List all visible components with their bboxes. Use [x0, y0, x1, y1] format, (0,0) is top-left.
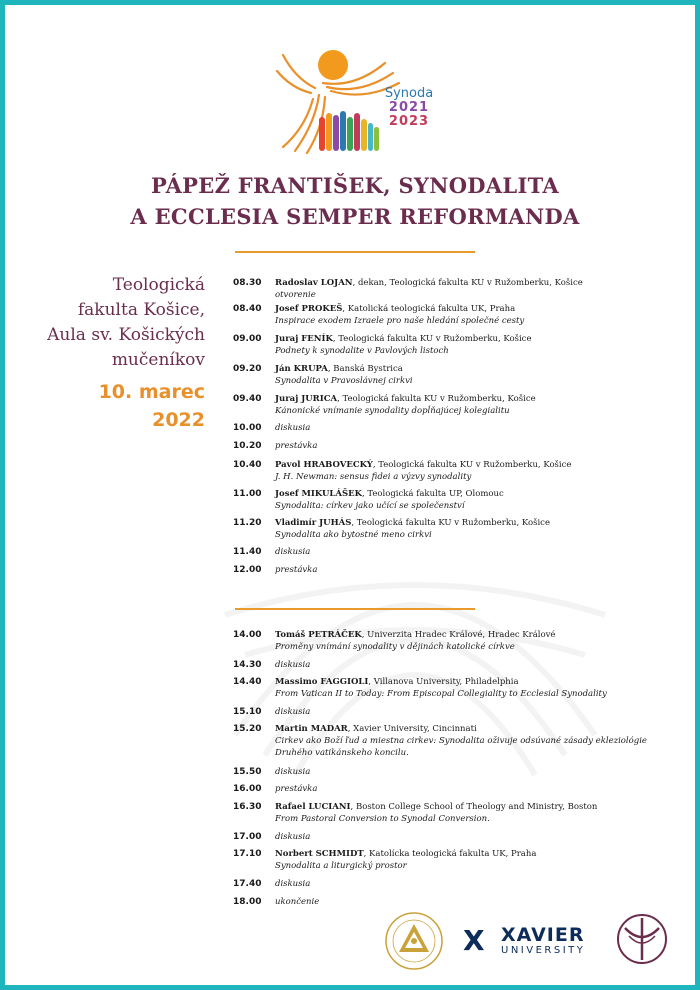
schedule-time: 16.00: [233, 784, 262, 794]
speaker-name: Radoslav LOJAN: [275, 278, 353, 288]
speaker-name: Massimo FAGGIOLI: [275, 677, 369, 687]
page-title: [5, 170, 700, 232]
schedule-time: 10.40: [233, 460, 262, 470]
venue-line-2: fakulta Košice,: [77, 300, 205, 320]
schedule-item: [233, 848, 673, 878]
schedule-item: [233, 723, 673, 766]
xavier-university-logo: [463, 922, 598, 960]
xavier-name: XAVIER: [501, 924, 585, 946]
schedule-afternoon: [233, 629, 673, 913]
speaker-affiliation: , Katolická teologická fakulta UK, Praha: [342, 304, 516, 314]
talk-title: From Vatican II to Today: From Episcopal Collegiality to Ecclesial Synodality: [275, 689, 607, 699]
speaker-name: Rafael LUCIANI: [275, 802, 351, 812]
venue-line-4: mučeníkov: [111, 350, 205, 370]
schedule-note: prestávka: [275, 441, 318, 451]
logo-year-end: 2023: [388, 114, 430, 129]
venue: [35, 273, 205, 373]
schedule-item: [233, 878, 673, 896]
schedule-morning: [233, 277, 673, 582]
schedule-time: 14.40: [233, 677, 262, 687]
schedule-time: 17.00: [233, 832, 262, 842]
speaker-affiliation: , Banská Bystrica: [327, 364, 403, 374]
schedule-time: 09.20: [233, 364, 262, 374]
schedule-note: diskusia: [275, 547, 311, 557]
schedule-time: 08.30: [233, 278, 262, 288]
schedule-note: diskusia: [275, 767, 311, 777]
talk-title: otvorenie: [275, 290, 316, 300]
schedule-note: diskusia: [275, 707, 311, 717]
speaker-name: Ján KRUPA: [275, 364, 328, 374]
talk-title: Synodalita v Pravoslávnej cirkvi: [275, 376, 413, 386]
schedule-time: 14.00: [233, 630, 262, 640]
date-line-2: 2022: [152, 409, 205, 431]
schedule-time: 17.10: [233, 849, 262, 859]
schedule-time: 08.40: [233, 304, 262, 314]
speaker-name: Martin MADAR: [275, 724, 348, 734]
schedule-item: [233, 393, 673, 422]
schedule-item: [233, 831, 673, 848]
xavier-x-icon: X: [463, 924, 485, 957]
schedule-item: [233, 564, 673, 582]
speaker-name: Pavol HRABOVECKÝ: [275, 460, 373, 470]
date-line-1: 10. marec: [98, 381, 205, 403]
speaker-affiliation: , Villanova University, Philadelphia: [368, 677, 519, 687]
schedule-item: [233, 783, 673, 801]
speaker-name: Tomáš PETRÁČEK: [275, 630, 362, 640]
speaker-affiliation: , Teologická fakulta KU v Ružomberku, Košice: [351, 518, 550, 528]
schedule-item: [233, 459, 673, 488]
schedule-item: [233, 629, 673, 659]
speaker-affiliation: , Boston College School of Theology and Ministry, Boston: [350, 802, 598, 812]
venue-line-3: Aula sv. Košických: [47, 325, 205, 345]
schedule-time: 15.50: [233, 767, 262, 777]
logo-word: Synoda: [384, 86, 434, 101]
schedule-time: 16.30: [233, 802, 262, 812]
event-date: [35, 378, 205, 434]
talk-title: From Pastoral Conversion to Synodal Conversion.: [275, 814, 490, 824]
synoda-logo-text: [377, 87, 441, 129]
schedule-item: [233, 488, 673, 517]
logo-year-start: 2021: [388, 100, 430, 115]
schedule-item: [233, 333, 673, 363]
schedule-item: [233, 303, 673, 333]
ku-ruzomberok-seal-icon: [383, 910, 445, 972]
schedule-note: diskusia: [275, 832, 311, 842]
divider-top: [235, 251, 475, 253]
speaker-name: Norbert SCHMIDT: [275, 849, 364, 859]
schedule-note: prestávka: [275, 565, 318, 575]
schedule-item: [233, 546, 673, 564]
title-line-1: PÁPEŽ FRANTIŠEK, SYNODALITA: [151, 173, 559, 198]
title-line-2: A ECCLESIA SEMPER REFORMANDA: [130, 204, 580, 229]
schedule-note: prestávka: [275, 784, 318, 794]
divider-middle: [235, 608, 475, 610]
schedule-note: diskusia: [275, 423, 311, 433]
speaker-name: Vladimír JUHÁS: [275, 518, 352, 528]
schedule-time: 12.00: [233, 565, 262, 575]
speaker-name: Josef MIKULÁŠEK: [275, 489, 362, 499]
schedule-note: ukončenie: [275, 897, 320, 907]
schedule-item: [233, 363, 673, 393]
schedule-time: 14.30: [233, 660, 262, 670]
schedule-time: 09.00: [233, 334, 262, 344]
schedule-time: 11.40: [233, 547, 262, 557]
schedule-time: 15.20: [233, 724, 262, 734]
talk-title: Synodalita: církev jako učící se společenství: [275, 501, 465, 511]
speaker-affiliation: , Teologická fakulta KU v Ružomberku, Košice: [337, 394, 536, 404]
schedule-time: 11.00: [233, 489, 262, 499]
schedule-item: [233, 676, 673, 706]
talk-title: Proměny vnímání synodality v dějinách katolické církve: [275, 642, 515, 652]
schedule-item: [233, 422, 673, 440]
talk-title: Cirkev ako Boží ľud a miestna cirkev: Synodalita oživuje odsúvané zásady ekleziológie: [275, 736, 647, 746]
schedule-time: 10.00: [233, 423, 262, 433]
talk-title: Podnety k synodalite v Pavlových listoch: [275, 346, 449, 356]
schedule-time: 17.40: [233, 879, 262, 889]
speaker-name: Josef PROKEŠ: [275, 304, 343, 314]
partner-logos: [5, 910, 700, 980]
schedule-item: [233, 706, 673, 723]
schedule-time: 10.20: [233, 441, 262, 451]
schedule-time: 11.20: [233, 518, 262, 528]
talk-title: J. H. Newman: sensus fidei a výzvy synodality: [275, 472, 472, 482]
schedule-time: 15.10: [233, 707, 262, 717]
talk-title: Kánonické vnímanie synodality dopĺňajúcej kolegialitu: [275, 406, 510, 416]
speaker-affiliation: , Teologická fakulta UP, Olomouc: [361, 489, 504, 499]
schedule-note: diskusia: [275, 879, 311, 889]
schedule-item: [233, 801, 673, 831]
talk-title-continued: Druhého vatikánskeho koncilu.: [275, 748, 409, 758]
xavier-subtitle: UNIVERSITY: [501, 945, 586, 956]
speaker-affiliation: , Teologická fakulta KU v Ružomberku, Košice: [372, 460, 572, 470]
talk-title: Inspirace exodem Izraele pro naše hledání společné cesty: [275, 316, 525, 326]
speaker-affiliation: , Univerzita Hradec Králové, Hradec Králové: [361, 630, 556, 640]
schedule-item: [233, 659, 673, 676]
venue-line-1: Teologická: [112, 275, 205, 295]
speaker-affiliation: , Katolícka teologická fakulta UK, Praha: [363, 849, 537, 859]
talk-title: Synodalita a liturgický prostor: [275, 861, 407, 871]
schedule-item: [233, 517, 673, 546]
speaker-name: Juraj JURICA: [275, 394, 338, 404]
schedule-item: [233, 277, 673, 303]
speaker-affiliation: , Teologická fakulta KU v Ružomberku, Košice: [332, 334, 532, 344]
schedule-item: [233, 440, 673, 459]
faculty-emblem-icon: [615, 912, 669, 966]
schedule-item: [233, 766, 673, 783]
talk-title: Synodalita ako bytostné meno cirkvi: [275, 530, 432, 540]
schedule-time: 18.00: [233, 897, 262, 907]
schedule-note: diskusia: [275, 660, 311, 670]
schedule-time: 09.40: [233, 394, 262, 404]
speaker-affiliation: , Xavier University, Cincinnati: [347, 724, 477, 734]
speaker-affiliation: , dekan, Teologická fakulta KU v Ružomberku, Košice: [352, 278, 583, 288]
speaker-name: Juraj FENÍK: [275, 334, 333, 344]
